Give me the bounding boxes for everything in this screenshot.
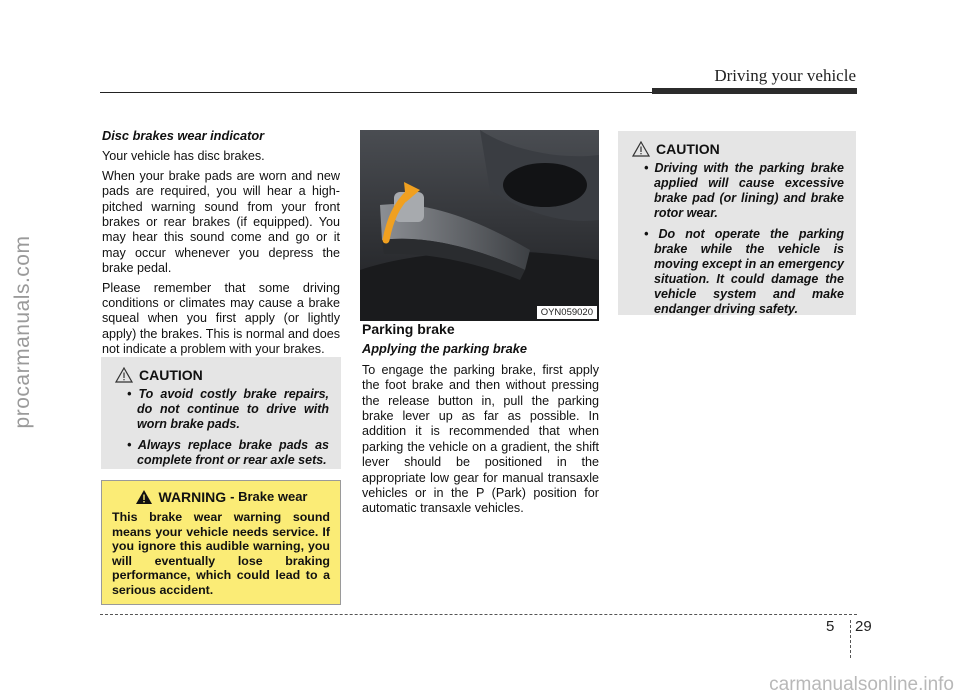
- warning-box-brake-wear: [101, 480, 341, 605]
- parking-brake-illustration: [360, 130, 599, 321]
- disc-brake-subheading: Disc brakes wear indicator: [102, 128, 265, 143]
- warning-triangle-icon: [135, 489, 153, 505]
- footer-rule: [100, 614, 857, 615]
- middle-column: [362, 322, 599, 521]
- page-number-divider: [850, 620, 851, 658]
- warning-title-text: WARNING: [158, 488, 227, 505]
- header-rule-accent: [652, 88, 857, 94]
- bottom-watermark: carmanualsonline.info: [769, 674, 954, 695]
- caution-triangle-icon: [632, 141, 650, 157]
- header-rule: [100, 92, 652, 93]
- caution-item: • To avoid costly brake repairs, do not continue to drive with worn brake pads.: [127, 387, 329, 431]
- caution-title: [632, 141, 844, 157]
- side-watermark: procarmanuals.com: [11, 235, 34, 429]
- paragraph: To engage the parking brake, first apply the foot brake and then without pressing the release button in, pull the parking brake lever up as far as possible. In addition it is recommended that when parking the vehicle on a gradient, the shift lever should be positioned in the appropriate low gear for manual transaxle vehicles or in the P (Park) position for automatic transaxle vehicles.: [362, 362, 599, 516]
- caution-box-brake-pads: [101, 357, 341, 469]
- image-caption: OYN059020: [537, 306, 597, 319]
- caution-triangle-icon: [115, 367, 133, 383]
- warning-title: [112, 489, 330, 505]
- left-column: [102, 128, 340, 362]
- applying-subheading: Applying the parking brake: [362, 341, 527, 357]
- parking-brake-title: Parking brake: [362, 321, 455, 337]
- caution-box-parking-brake: [618, 131, 856, 315]
- warning-text: This brake wear warning sound means your vehicle needs service. If you ignore this audible warning, you will eventually lose braking performance, which could lead to a serious accident.: [112, 510, 330, 597]
- page-header-title: Driving your vehicle: [714, 66, 856, 85]
- caution-title-text: CAUTION: [656, 140, 720, 157]
- paragraph: Your vehicle has disc brakes.: [102, 149, 265, 164]
- paragraph: Please remember that some driving conditions or climates may cause a brake squeal when you first apply (or lightly apply) the brakes. This is normal and does not indicate a problem with your brakes.: [102, 280, 340, 357]
- paragraph: When your brake pads are worn and new pads are required, you will hear a high-pitched warning sound from your front brakes or rear brakes (if equipped). You may hear this sound come and go or it may occur whenever you depress the brake pedal.: [102, 168, 340, 276]
- page-number: 29: [855, 618, 872, 635]
- caution-item: • Driving with the parking brake applied will cause excessive brake pad (or lining) and brake rotor wear.: [644, 161, 844, 220]
- caution-item: • Always replace brake pads as complete front or rear axle sets.: [127, 438, 329, 467]
- warning-title-suffix: - Brake wear: [230, 488, 308, 504]
- caution-title-text: CAUTION: [139, 366, 203, 383]
- chapter-number: 5: [826, 618, 835, 635]
- caution-item: • Do not operate the parking brake while the vehicle is moving except in an emergency situation. It could damage the vehicle system and make endanger driving safety.: [644, 227, 844, 316]
- caution-title: [115, 367, 329, 383]
- parking-brake-photo: [360, 130, 599, 321]
